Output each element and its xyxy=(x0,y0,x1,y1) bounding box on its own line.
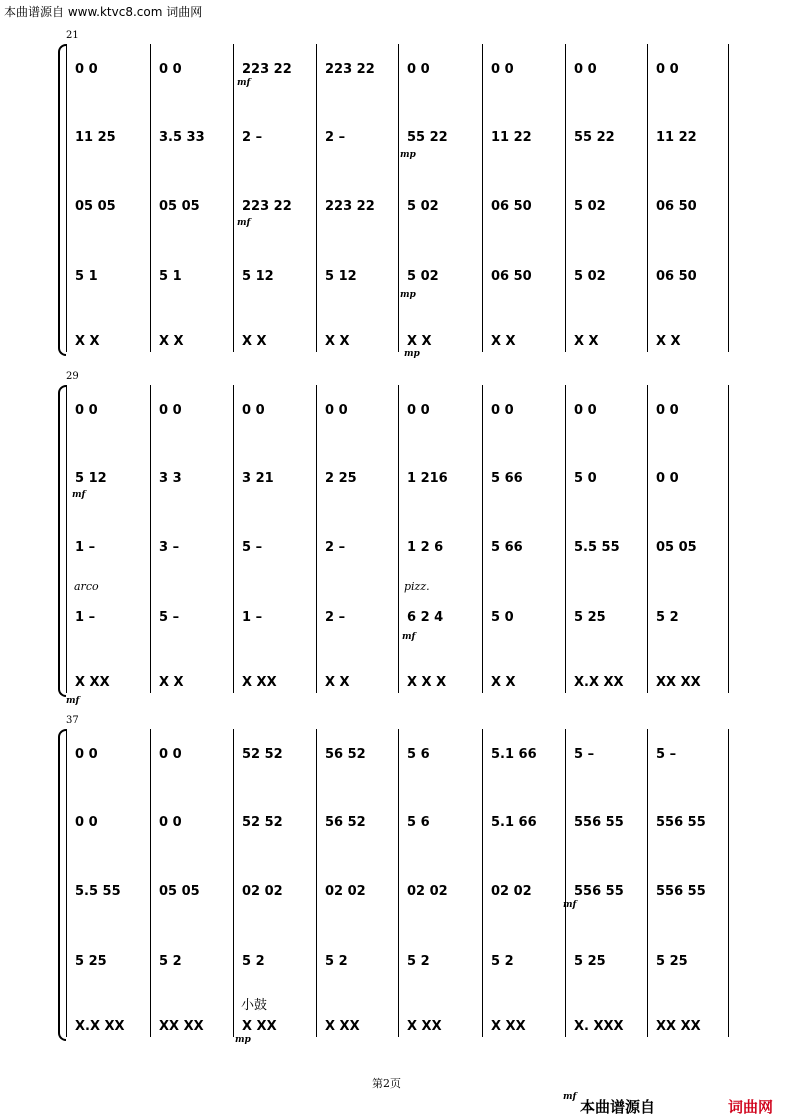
note-cell: X XX xyxy=(75,675,110,690)
note-cell: XX XX xyxy=(656,1019,701,1034)
note-cell: 05 05 xyxy=(75,199,116,214)
dynamic-mark: mp xyxy=(235,1035,251,1045)
dynamic-mark: mf xyxy=(563,1092,577,1102)
measure-number: 21 xyxy=(66,30,79,41)
barline xyxy=(728,44,729,352)
barline xyxy=(316,729,317,1037)
note-cell: X XX xyxy=(491,1019,526,1034)
note-cell: 1 216 xyxy=(407,471,448,486)
note-cell: 02 02 xyxy=(242,884,283,899)
note-cell: 0 0 xyxy=(656,471,679,486)
note-cell: 5 0 xyxy=(491,610,514,625)
note-cell: 02 02 xyxy=(407,884,448,899)
note-cell: 1 2 6 xyxy=(407,540,444,555)
note-cell: 5 6 xyxy=(407,747,430,762)
note-cell: 5.1 66 xyxy=(491,747,537,762)
note-cell: 5 25 xyxy=(75,954,107,969)
note-cell: 5 – xyxy=(574,747,595,762)
dynamic-mark: mf xyxy=(402,632,416,642)
note-cell: 02 02 xyxy=(325,884,366,899)
note-cell: 0 0 xyxy=(656,62,679,77)
note-cell: 223 22 xyxy=(325,199,375,214)
performance-label: 小鼓 xyxy=(241,998,268,1013)
note-cell: 0 0 xyxy=(75,62,98,77)
note-cell: 52 52 xyxy=(242,747,283,762)
barline xyxy=(233,729,234,1037)
note-cell: 2 – xyxy=(325,540,346,555)
note-cell: XX XX xyxy=(159,1019,204,1034)
note-cell: 0 0 xyxy=(407,403,430,418)
note-cell: 5 0 xyxy=(574,471,597,486)
note-cell: 3 21 xyxy=(242,471,274,486)
barline xyxy=(398,385,399,693)
note-cell: 223 22 xyxy=(325,62,375,77)
dynamic-mark: mf xyxy=(72,490,86,500)
note-cell: 5 2 xyxy=(159,954,182,969)
note-cell: 55 22 xyxy=(574,130,615,145)
note-cell: 5 66 xyxy=(491,471,523,486)
note-cell: 06 50 xyxy=(656,199,697,214)
note-cell: 05 05 xyxy=(159,884,200,899)
note-cell: 5 02 xyxy=(407,269,439,284)
dynamic-mark: mp xyxy=(400,150,416,160)
barline xyxy=(316,44,317,352)
note-cell: X XX xyxy=(242,1019,277,1034)
barline xyxy=(150,44,151,352)
note-cell: 0 0 xyxy=(656,403,679,418)
note-cell: 0 0 xyxy=(75,747,98,762)
note-cell: X X xyxy=(325,334,350,349)
note-cell: 0 0 xyxy=(407,62,430,77)
note-cell: 556 55 xyxy=(656,884,706,899)
note-cell: 0 0 xyxy=(574,62,597,77)
barline xyxy=(150,385,151,693)
note-cell: 0 0 xyxy=(491,403,514,418)
note-cell: X.X XX xyxy=(75,1019,125,1034)
note-cell: 5 02 xyxy=(407,199,439,214)
dynamic-mark: mp xyxy=(400,290,416,300)
note-cell: 1 – xyxy=(75,610,96,625)
barline xyxy=(398,729,399,1037)
barline xyxy=(66,44,67,352)
note-cell: 5 2 xyxy=(242,954,265,969)
note-cell: X X xyxy=(159,334,184,349)
barline xyxy=(647,729,648,1037)
note-cell: 05 05 xyxy=(656,540,697,555)
note-cell: X X xyxy=(574,334,599,349)
note-cell: 2 – xyxy=(242,130,263,145)
system-brace xyxy=(58,385,66,697)
note-cell: 1 – xyxy=(75,540,96,555)
note-cell: 5 – xyxy=(159,610,180,625)
note-cell: 2 – xyxy=(325,610,346,625)
dynamic-mark: mf xyxy=(563,900,577,910)
note-cell: X. XXX xyxy=(574,1019,624,1034)
note-cell: 5 02 xyxy=(574,199,606,214)
footer-source: 本曲谱源自 xyxy=(580,1098,656,1116)
note-cell: 223 22 xyxy=(242,199,292,214)
note-cell: 0 0 xyxy=(574,403,597,418)
note-cell: 5 12 xyxy=(75,471,107,486)
dynamic-mark: mf xyxy=(237,78,251,88)
barline xyxy=(647,44,648,352)
note-cell: X X xyxy=(656,334,681,349)
note-cell: 2 – xyxy=(325,130,346,145)
note-cell: 5.5 55 xyxy=(574,540,620,555)
note-cell: 02 02 xyxy=(491,884,532,899)
note-cell: 556 55 xyxy=(656,815,706,830)
note-cell: 56 52 xyxy=(325,747,366,762)
note-cell: 0 0 xyxy=(159,747,182,762)
note-cell: 06 50 xyxy=(656,269,697,284)
note-cell: 2 25 xyxy=(325,471,357,486)
note-cell: 0 0 xyxy=(491,62,514,77)
note-cell: 5 25 xyxy=(574,610,606,625)
note-cell: 5 1 xyxy=(159,269,182,284)
note-cell: 55 22 xyxy=(407,130,448,145)
note-cell: 5.1 66 xyxy=(491,815,537,830)
barline xyxy=(150,729,151,1037)
note-cell: 5 12 xyxy=(325,269,357,284)
note-cell: X X xyxy=(407,334,432,349)
note-cell: 5 – xyxy=(656,747,677,762)
note-cell: 0 0 xyxy=(159,815,182,830)
dynamic-mark: mf xyxy=(66,696,80,706)
note-cell: X X xyxy=(75,334,100,349)
performance-label: arco xyxy=(74,580,99,593)
dynamic-mark: mp xyxy=(404,349,420,359)
note-cell: X X xyxy=(242,334,267,349)
note-cell: 556 55 xyxy=(574,884,624,899)
note-cell: 06 50 xyxy=(491,269,532,284)
note-cell: XX XX xyxy=(656,675,701,690)
barline xyxy=(482,44,483,352)
barline xyxy=(66,729,67,1037)
note-cell: X X xyxy=(491,675,516,690)
note-cell: 223 22 xyxy=(242,62,292,77)
note-cell: 0 0 xyxy=(159,62,182,77)
barline xyxy=(647,385,648,693)
note-cell: 05 05 xyxy=(159,199,200,214)
barline xyxy=(233,44,234,352)
barline xyxy=(565,44,566,352)
note-cell: 5 1 xyxy=(75,269,98,284)
page-number: 第2页 xyxy=(372,1077,401,1090)
note-cell: 5 2 xyxy=(491,954,514,969)
note-cell: 5 12 xyxy=(242,269,274,284)
note-cell: 0 0 xyxy=(75,815,98,830)
barline xyxy=(482,385,483,693)
barline xyxy=(398,44,399,352)
note-cell: X XX xyxy=(325,1019,360,1034)
note-cell: X.X XX xyxy=(574,675,624,690)
system-brace xyxy=(58,729,66,1041)
barline xyxy=(565,729,566,1037)
note-cell: 11 22 xyxy=(656,130,697,145)
note-cell: 3.5 33 xyxy=(159,130,205,145)
note-cell: 5 – xyxy=(242,540,263,555)
barline xyxy=(728,729,729,1037)
barline xyxy=(482,729,483,1037)
note-cell: 556 55 xyxy=(574,815,624,830)
barline xyxy=(565,385,566,693)
note-cell: X XX xyxy=(242,675,277,690)
note-cell: 0 0 xyxy=(75,403,98,418)
note-cell: 0 0 xyxy=(159,403,182,418)
note-cell: 5 2 xyxy=(656,610,679,625)
note-cell: X X X xyxy=(407,675,447,690)
barline xyxy=(66,385,67,693)
note-cell: 5 25 xyxy=(574,954,606,969)
note-cell: X XX xyxy=(407,1019,442,1034)
note-cell: 6 2 4 xyxy=(407,610,444,625)
barline xyxy=(728,385,729,693)
note-cell: 5 2 xyxy=(325,954,348,969)
note-cell: 0 0 xyxy=(242,403,265,418)
footer-site: 词曲网 xyxy=(728,1098,774,1116)
note-cell: 5.5 55 xyxy=(75,884,121,899)
note-cell: 0 0 xyxy=(325,403,348,418)
note-cell: 56 52 xyxy=(325,815,366,830)
note-cell: 5 25 xyxy=(656,954,688,969)
note-cell: 5 02 xyxy=(574,269,606,284)
note-cell: 5 6 xyxy=(407,815,430,830)
measure-number: 37 xyxy=(66,715,79,726)
system-brace xyxy=(58,44,66,356)
note-cell: 06 50 xyxy=(491,199,532,214)
note-cell: 5 2 xyxy=(407,954,430,969)
note-cell: 52 52 xyxy=(242,815,283,830)
barline xyxy=(233,385,234,693)
note-cell: X X xyxy=(325,675,350,690)
note-cell: 3 3 xyxy=(159,471,182,486)
note-cell: 3 – xyxy=(159,540,180,555)
performance-label: pizz. xyxy=(404,580,430,593)
note-cell: 11 25 xyxy=(75,130,116,145)
note-cell: 11 22 xyxy=(491,130,532,145)
note-cell: 5 66 xyxy=(491,540,523,555)
measure-number: 29 xyxy=(66,371,79,382)
note-cell: 1 – xyxy=(242,610,263,625)
note-cell: X X xyxy=(159,675,184,690)
header-text: 本曲谱源自 www.ktvc8.com 词曲网 xyxy=(4,5,203,19)
dynamic-mark: mf xyxy=(237,218,251,228)
barline xyxy=(316,385,317,693)
note-cell: X X xyxy=(491,334,516,349)
